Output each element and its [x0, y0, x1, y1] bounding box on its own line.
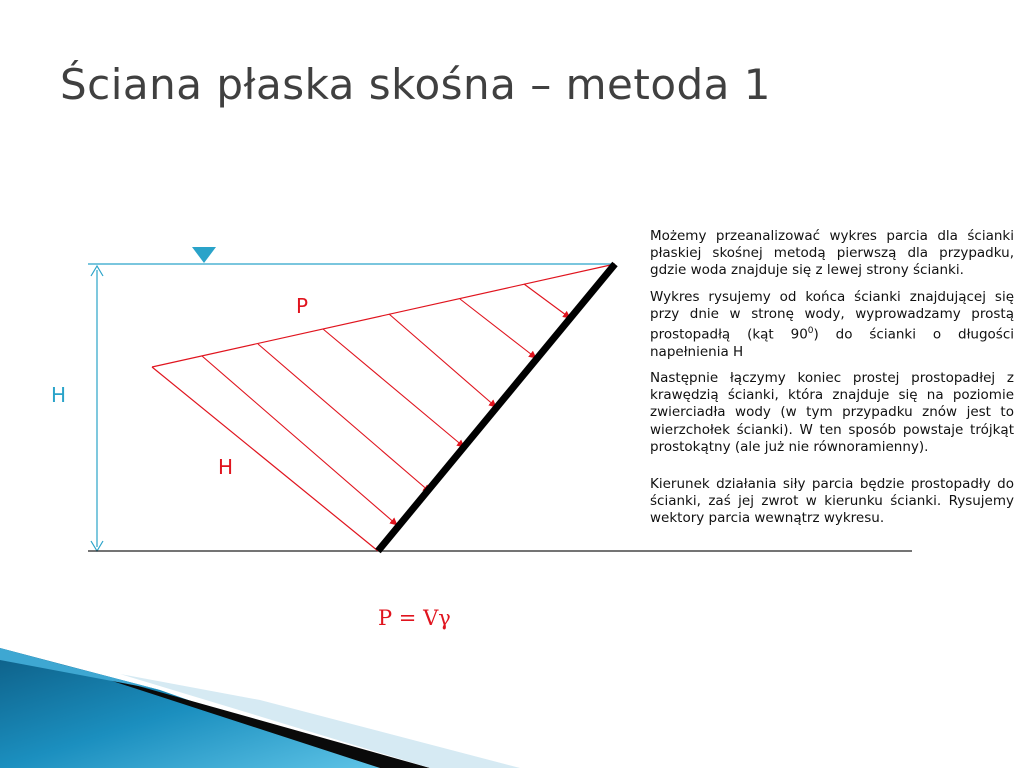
water-level-marker-icon: [192, 247, 216, 263]
decorative-corner-swoosh: [0, 640, 520, 768]
pressure-vector: [258, 344, 430, 492]
inclined-wall: [378, 264, 615, 551]
pressure-label-h: H: [218, 455, 234, 479]
explanation-text: [650, 228, 1014, 537]
pressure-vector: [524, 284, 570, 318]
pressure-vector: [202, 356, 397, 525]
pressure-formula: P = Vγ: [378, 606, 451, 630]
paragraph-3: Następnie łączymy koniec prostej prostopadłej z krawędzią ścianki, która znajduje się na poziomie zwierciadła wody (w tym przypadku znów jest to wierzchołek ścianki). W ten sposób powstaje trójkąt prostokątny (ale już nie równoramienny).: [650, 369, 1014, 455]
pressure-label-p: P: [296, 294, 309, 318]
paragraph-4: Kierunek działania siły parcia będzie prostopadły do ścianki, zaś jej zwrot w kierunku ścianki. Rysujemy wektory parcia wewnątrz wykresu.: [650, 475, 1014, 527]
paragraph-1: Możemy przeanalizować wykres parcia dla ścianki płaskiej skośnej metodą pierwszą dla przypadku, gdzie woda znajduje się z lewej strony ścianki.: [650, 228, 1014, 279]
pressure-vector: [460, 299, 536, 358]
pressure-vector: [323, 329, 464, 447]
paragraph-2: Wykres rysujemy od końca ścianki znajdującej się przy dnie w stronę wody, wyprowadzamy prostą prostopadłą (kąt $90^0$) do ścianki o długości napełnienia H: [650, 288, 1014, 360]
pressure-vector: [389, 314, 496, 407]
pressure-perpendicular: [152, 367, 378, 551]
slide-title: Ściana płaska skośna – metoda 1: [60, 60, 771, 109]
depth-label-h: H: [51, 383, 67, 407]
